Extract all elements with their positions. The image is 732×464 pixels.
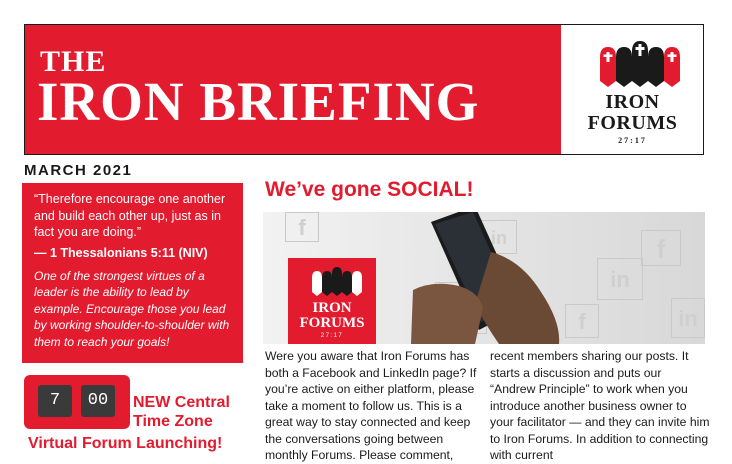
logo-word-forums: FORUMS: [587, 112, 678, 134]
linkedin-icon: in: [597, 258, 643, 300]
newsletter-title: IRON BRIEFING: [37, 71, 480, 132]
photo-logo-badge: [288, 258, 376, 344]
leadership-note: One of the strongest virtues of a leader is the ability to lead by example. Encourage those you lead by working shoulder-to-shoulder with them to reach your goals!: [34, 268, 230, 349]
iron-forums-logo-icon: [288, 264, 376, 304]
scripture-quote-box: [22, 183, 243, 363]
photo-logo-iron: IRON: [312, 300, 352, 316]
facebook-icon: f: [565, 304, 599, 338]
photo-logo-reference: 27:17: [320, 333, 344, 339]
logo-reference: 27:17: [618, 136, 647, 145]
scripture-quote: “Therefore encourage one another and build each other up, just as in fact you are doing.”: [34, 192, 226, 239]
photo-logo-forums: FORUMS: [299, 315, 365, 331]
logo-word-iron: IRON: [605, 91, 660, 113]
promo-text-2: Time Zone: [133, 413, 213, 430]
masthead-the: THE: [40, 45, 107, 78]
linkedin-icon: in: [481, 220, 517, 254]
scripture-citation: — 1 Thessalonians 5:11 (NIV): [34, 245, 208, 260]
issue-date: MARCH 2021: [24, 162, 133, 179]
article-headline: We’ve gone SOCIAL!: [265, 178, 474, 201]
article-column-2: recent members sharing our posts. It starts a discussion and puts our “Andrew Principle” to work when you introduce another business owner to your facilitator — and they can invite him to Iron Forums. In addition to connecting with current: [490, 349, 710, 462]
clock-hour: 7: [38, 385, 72, 417]
clock-minutes: 00: [81, 385, 115, 417]
promo-line-1: [133, 393, 230, 431]
facebook-icon: f: [641, 230, 681, 266]
promo-text-3: Virtual Forum Launching!: [28, 435, 223, 452]
promo-text-1: NEW Central: [133, 394, 230, 411]
article-column-1: Were you aware that Iron Forums has both a Facebook and LinkedIn page? If you’re active on either platform, please take a moment to follow us. This is a great way to stay connected and keep the conversations going between monthly Forums. Please comment,: [265, 349, 477, 462]
iron-forums-logo: [562, 25, 703, 154]
linkedin-icon: in: [671, 298, 705, 338]
clock-graphic: [24, 375, 130, 429]
facebook-icon: f: [285, 212, 319, 242]
